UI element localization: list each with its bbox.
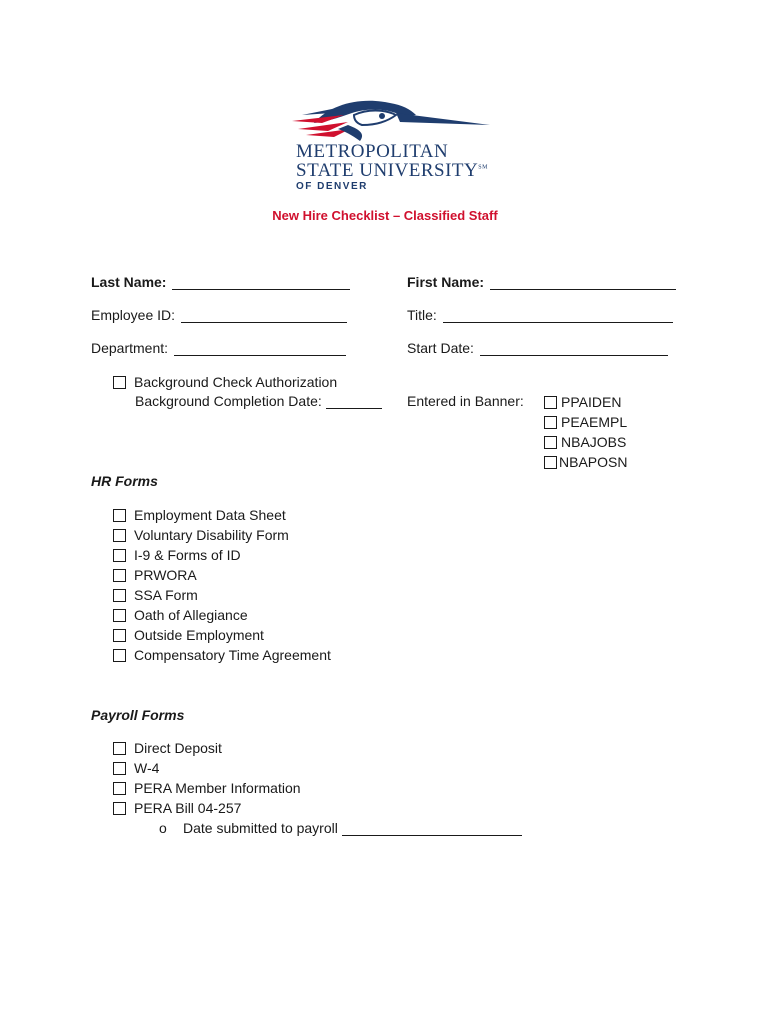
start-date-label: Start Date:	[407, 340, 474, 356]
university-name-line2	[296, 160, 488, 182]
hr-form-item[interactable]	[113, 505, 331, 525]
bullet-marker: o	[159, 820, 167, 836]
last-name-label: Last Name:	[91, 274, 167, 290]
date-submitted-line[interactable]	[342, 822, 522, 836]
banner-checkbox[interactable]	[544, 416, 557, 429]
start-date-line[interactable]	[480, 342, 668, 356]
title-line[interactable]	[443, 309, 673, 323]
banner-checkbox[interactable]	[544, 456, 557, 469]
hr-form-checkbox[interactable]	[113, 529, 126, 542]
background-completion-label: Background Completion Date:	[135, 393, 322, 409]
entered-in-banner-label: Entered in Banner:	[407, 393, 524, 409]
last-name-line[interactable]	[172, 276, 350, 290]
hr-form-label: I-9 & Forms of ID	[134, 547, 241, 563]
hr-form-label: Compensatory Time Agreement	[134, 647, 331, 663]
university-name-line2-text: STATE UNIVERSITY	[296, 160, 479, 181]
payroll-form-item[interactable]	[113, 738, 301, 758]
hr-form-checkbox[interactable]	[113, 649, 126, 662]
payroll-form-checkbox[interactable]	[113, 742, 126, 755]
payroll-forms-heading: Payroll Forms	[91, 707, 185, 723]
banner-checkbox[interactable]	[544, 396, 557, 409]
title-field[interactable]	[407, 307, 673, 323]
employee-id-line[interactable]	[181, 309, 347, 323]
hr-form-item[interactable]	[113, 525, 331, 545]
hr-forms-list	[113, 505, 331, 665]
university-name-line3: OF DENVER	[296, 181, 368, 192]
hr-form-checkbox[interactable]	[113, 589, 126, 602]
hr-form-item[interactable]	[113, 645, 331, 665]
department-line[interactable]	[174, 342, 346, 356]
banner-checklist	[544, 392, 627, 472]
hr-form-label: Outside Employment	[134, 627, 264, 643]
banner-item[interactable]	[544, 412, 627, 432]
first-name-line[interactable]	[490, 276, 676, 290]
date-submitted-field[interactable]	[159, 820, 522, 836]
date-submitted-label: Date submitted to payroll	[183, 820, 338, 836]
employee-id-field[interactable]	[91, 307, 347, 323]
banner-checkbox[interactable]	[544, 436, 557, 449]
payroll-form-checkbox[interactable]	[113, 802, 126, 815]
hr-form-checkbox[interactable]	[113, 629, 126, 642]
title-label: Title:	[407, 307, 437, 323]
department-field[interactable]	[91, 340, 346, 356]
banner-item[interactable]	[544, 452, 627, 472]
hr-form-item[interactable]	[113, 545, 331, 565]
payroll-form-item[interactable]	[113, 758, 301, 778]
hr-forms-heading: HR Forms	[91, 473, 158, 489]
payroll-form-label: W-4	[134, 760, 160, 776]
hr-form-label: Voluntary Disability Form	[134, 527, 289, 543]
background-check-checkbox[interactable]	[113, 376, 126, 389]
banner-item[interactable]	[544, 392, 627, 412]
hr-form-item[interactable]	[113, 605, 331, 625]
hr-form-item[interactable]	[113, 565, 331, 585]
hr-form-item[interactable]	[113, 585, 331, 605]
background-completion-field[interactable]	[135, 393, 382, 409]
banner-item[interactable]	[544, 432, 627, 452]
banner-item-label: NBAJOBS	[561, 434, 627, 450]
payroll-forms-list	[113, 738, 301, 818]
hr-form-checkbox[interactable]	[113, 549, 126, 562]
hr-form-label: SSA Form	[134, 587, 198, 603]
banner-item-label: PEAEMPL	[561, 414, 628, 430]
payroll-form-label: PERA Member Information	[134, 780, 301, 796]
last-name-field[interactable]	[91, 274, 350, 290]
payroll-form-checkbox[interactable]	[113, 762, 126, 775]
start-date-field[interactable]	[407, 340, 668, 356]
payroll-form-item[interactable]	[113, 798, 301, 818]
document-title: New Hire Checklist – Classified Staff	[272, 208, 498, 223]
first-name-label: First Name:	[407, 274, 485, 290]
background-completion-line[interactable]	[326, 395, 382, 409]
hr-form-checkbox[interactable]	[113, 509, 126, 522]
payroll-form-item[interactable]	[113, 778, 301, 798]
first-name-field[interactable]	[407, 274, 676, 290]
trademark-mark: SM	[478, 164, 488, 171]
payroll-form-label: PERA Bill 04-257	[134, 800, 242, 816]
hr-form-label: Employment Data Sheet	[134, 507, 286, 523]
hr-form-checkbox[interactable]	[113, 569, 126, 582]
employee-id-label: Employee ID:	[91, 307, 176, 323]
hr-form-item[interactable]	[113, 625, 331, 645]
hr-form-label: Oath of Allegiance	[134, 607, 248, 623]
hr-form-label: PRWORA	[134, 567, 197, 583]
background-check-label: Background Check Authorization	[134, 374, 338, 390]
payroll-form-label: Direct Deposit	[134, 740, 222, 756]
hr-form-checkbox[interactable]	[113, 609, 126, 622]
banner-item-label: NBAPOSN	[559, 454, 628, 470]
university-name-line1: METROPOLITAN	[296, 141, 449, 162]
banner-item-label: PPAIDEN	[561, 394, 622, 410]
payroll-form-checkbox[interactable]	[113, 782, 126, 795]
background-check-item[interactable]	[113, 372, 337, 392]
department-label: Department:	[91, 340, 169, 356]
